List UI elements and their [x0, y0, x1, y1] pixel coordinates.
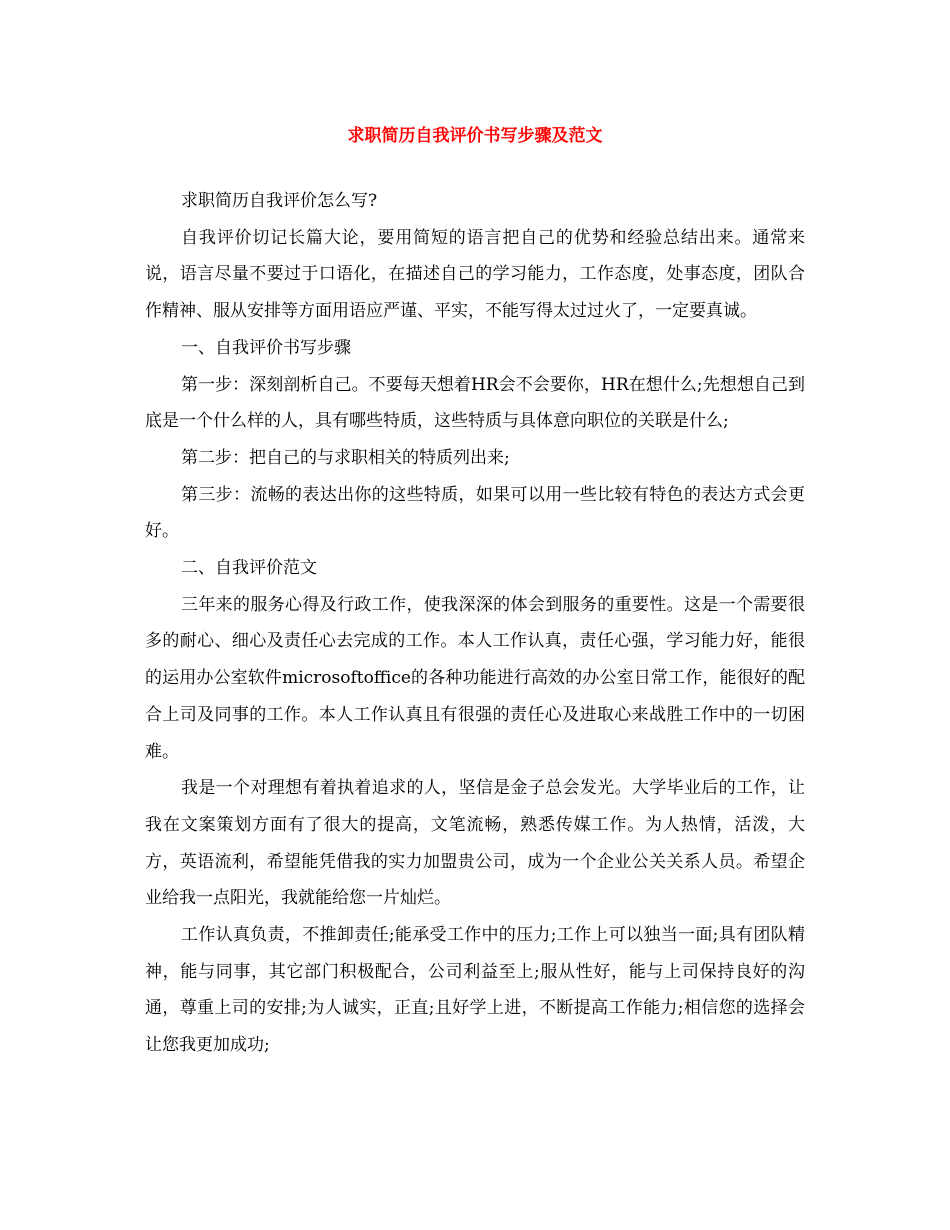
section-heading-steps: 一、自我评价书写步骤: [181, 337, 351, 358]
paragraph-example-1: 三年来的服务心得及行政工作，使我深深的体会到服务的重要性。这是一个需要很多的耐心、细心及责任心去完成的工作。本人工作认真，责任心强，学习能力好，能很的运用办公室软件microsoftoffice的各种功能进行高效的办公室日常工作，能很好的配合上司及同事的工作。本人工作认真且有很强的责任心及进取心来战胜工作中的一切困难。: [145, 594, 805, 762]
paragraph-example-3: 工作认真负责，不推卸责任;能承受工作中的压力;工作上可以独当一面;具有团队精神，能与同事，其它部门积极配合，公司利益至上;服从性好，能与上司保持良好的沟通，尊重上司的安排;为人诚实，正直;且好学上进，不断提高工作能力;相信您的选择会让您我更加成功;: [145, 925, 805, 1056]
section-heading-examples: 二、自我评价范文: [181, 558, 317, 579]
paragraph-question: 求职简历自我评价怎么写?: [181, 191, 378, 211]
document-body: [145, 183, 805, 1064]
paragraph-example-2: 我是一个对理想有着执着追求的人，坚信是金子总会发光。大学毕业后的工作，让我在文案策划方面有了很大的提高，文笔流畅，熟悉传媒工作。为人热情，活泼，大方，英语流利，希望能凭借我的实力加盟贵公司，成为一个企业公关关系人员。希望企业给我一点阳光，我就能给您一片灿烂。: [145, 778, 805, 909]
paragraph-intro: 自我评价切记长篇大论，要用简短的语言把自己的优势和经验总结出来。通常来说，语言尽量不要过于口语化，在描述自己的学习能力，工作态度，处事态度，团队合作精神、服从安排等方面用语应严谨、平实，不能写得太过过火了，一定要真诚。: [145, 227, 805, 322]
paragraph-step-2: 第二步：把自己的与求职相关的特质列出来;: [181, 447, 510, 468]
paragraph-step-1: 第一步：深刻剖析自己。不要每天想着HR会不会要你，HR在想什么;先想想自己到底是一个什么样的人，具有哪些特质，这些特质与具体意向职位的关联是什么;: [145, 374, 805, 432]
paragraph-step-3: 第三步：流畅的表达出你的这些特质，如果可以用一些比较有特色的表达方式会更好。: [145, 484, 805, 542]
document-title: 求职简历自我评价书写步骤及范文: [347, 126, 603, 146]
